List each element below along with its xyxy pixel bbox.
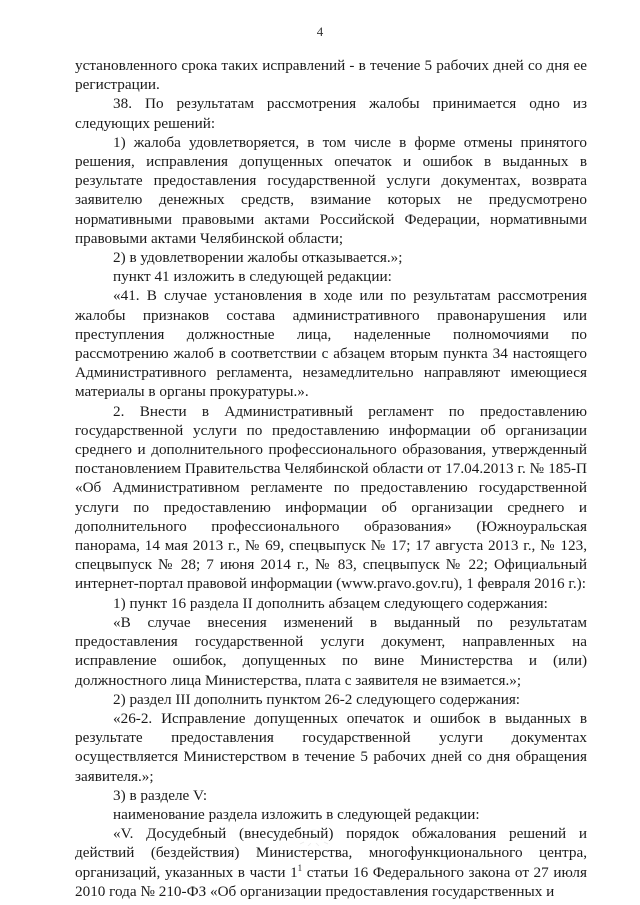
paragraph-1: 38. По результатам рассмотрения жалобы принимается одно из следующих решений: xyxy=(75,95,587,132)
paragraph-12: наименование раздела изложить в следующей редакции: xyxy=(113,805,480,823)
paragraph-6: 2. Внести в Административный регламент по предоставлению государственной услуги по предоставлению информации об организации среднего и дополнительного профессионального образования, утвержденный постановлением Правительства Челябинской области от 17.04.2013 г. № 185-П «Об Административном регламенте по предоставлению государственной услуги по предоставлению информации об организации среднего и дополнительного профессионального образования» (Южноуральская панорама, 14 мая 2013 г., № 69, спецвыпуск № 17; 17 августа 2013 г., № 123, спецвыпуск № 28; 7 июня 2014 г., № 83, спецвыпуск № 22; Официальный интернет-портал правовой информации (www.pravo.gov.ru), 1 февраля 2016 г.): xyxy=(75,402,587,593)
paragraph-10: «26-2. Исправление допущенных опечаток и ошибок в выданных в результате предоставления государственной услуги документах осуществляется Министерством в течение 5 рабочих дней со дня обращения заявителя.»; xyxy=(75,709,587,785)
document-body xyxy=(75,56,587,901)
faint-seal-mark xyxy=(294,822,334,852)
paragraph-7: 1) пункт 16 раздела II дополнить абзацем следующего содержания: xyxy=(113,594,548,612)
paragraph-9: 2) раздел III дополнить пунктом 26-2 следующего содержания: xyxy=(113,690,521,708)
paragraph-8: «В случае внесения изменений в выданный по результатам предоставления государственной услуги документ, направленных на исправление ошибок, допущенных по вине Министерства и (или) должностного лица Министерства, плата с заявителя не взимается.»; xyxy=(75,613,587,689)
superscript-1: 1 xyxy=(297,862,303,873)
paragraph-2: 1) жалоба удовлетворяется, в том числе в форме отмены принятого решения, исправления допущенных опечаток и ошибок в выданных в результате предоставления государственной услуги документах, возврата заявителю денежных средств, взимание которых не предусмотрено нормативными правовыми актами Российской Федерации, нормативными правовыми актами Челябинской области; xyxy=(75,133,587,247)
paragraph-4: пункт 41 изложить в следующей редакции: xyxy=(113,268,392,286)
paragraph-0: установленного срока таких исправлений - в течение 5 рабочих дней со дня ее регистрации. xyxy=(75,57,587,94)
paragraph-11: 3) в разделе V: xyxy=(113,786,208,804)
paragraph-13-part-2: статьи 16 Федерального закона от 27 июля 2010 года № 210-ФЗ «Об организации предоставления государственных и xyxy=(75,863,588,900)
paragraph-3: 2) в удовлетворении жалобы отказывается.»; xyxy=(113,249,403,267)
paragraph-13-part-1: «V. Досудебный (внесудебный) порядок обжалования решений и действий (бездействия) Министерства, многофункционального центра, организаций, указанных в части 1 xyxy=(75,825,587,881)
paragraph-5: «41. В случае установления в ходе или по результатам рассмотрения жалобы признаков состава административного правонарушения или преступления должностные лица, наделенные полномочиями по рассмотрению жалоб в соответствии с абзацем вторым пункта 34 настоящего Административного регламента, незамедлительно направляют имеющиеся материалы в органы прокуратуры.». xyxy=(75,287,587,401)
page-number: 4 xyxy=(316,24,324,39)
